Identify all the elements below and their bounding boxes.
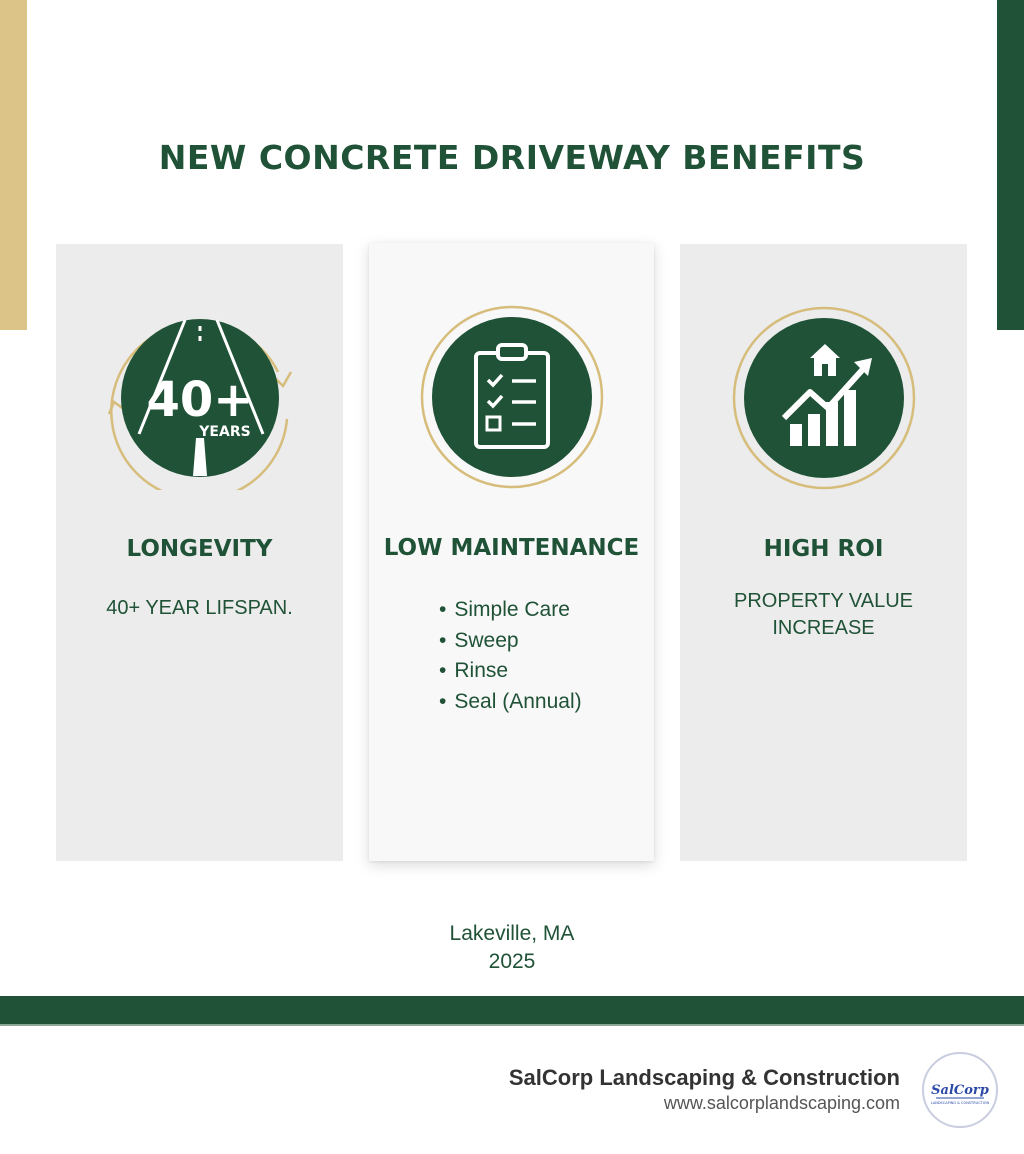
card-title: LONGEVITY [126,536,273,562]
road-40-years-icon [97,306,303,495]
icon-unit: YEARS [198,424,251,440]
list-item: • Rinse [439,656,582,687]
card-text: 40+ YEAR LIFSPAN. [106,597,293,619]
benefit-card-low-maintenance [369,243,654,861]
maintenance-list [439,595,582,717]
year: 2025 [488,950,536,973]
company-name: SalCorp Landscaping & Construction [508,1065,900,1090]
benefit-card-high-roi [680,244,967,861]
card-text-line: INCREASE [772,617,875,639]
company-info [509,1065,900,1114]
benefit-card-longevity [56,244,343,861]
location-block [0,920,1024,976]
card-title: LOW MAINTENANCE [383,535,640,561]
house-growth-chart-icon [732,306,916,495]
page-title: NEW CONCRETE DRIVEWAY BENEFITS [158,138,866,177]
list-item: • Seal (Annual) [439,687,582,718]
clipboard-checklist-icon [420,305,604,494]
list-item: • Simple Care [439,595,582,626]
logo-subtext: LANDSCAPING & CONSTRUCTION [930,1101,990,1105]
location: Lakeville, MA [449,922,575,945]
card-text-line: PROPERTY VALUE [734,590,913,612]
list-item: • Sweep [439,626,582,657]
company-url: www.salcorplandscaping.com [663,1093,900,1113]
footer-divider [0,1024,1024,1026]
logo-text: SalCorp [931,1083,989,1098]
icon-number: 40+ [145,372,254,428]
card-text [680,588,967,642]
company-logo [922,1052,998,1128]
footer-bar [0,996,1024,1024]
card-title: HIGH ROI [763,536,884,562]
